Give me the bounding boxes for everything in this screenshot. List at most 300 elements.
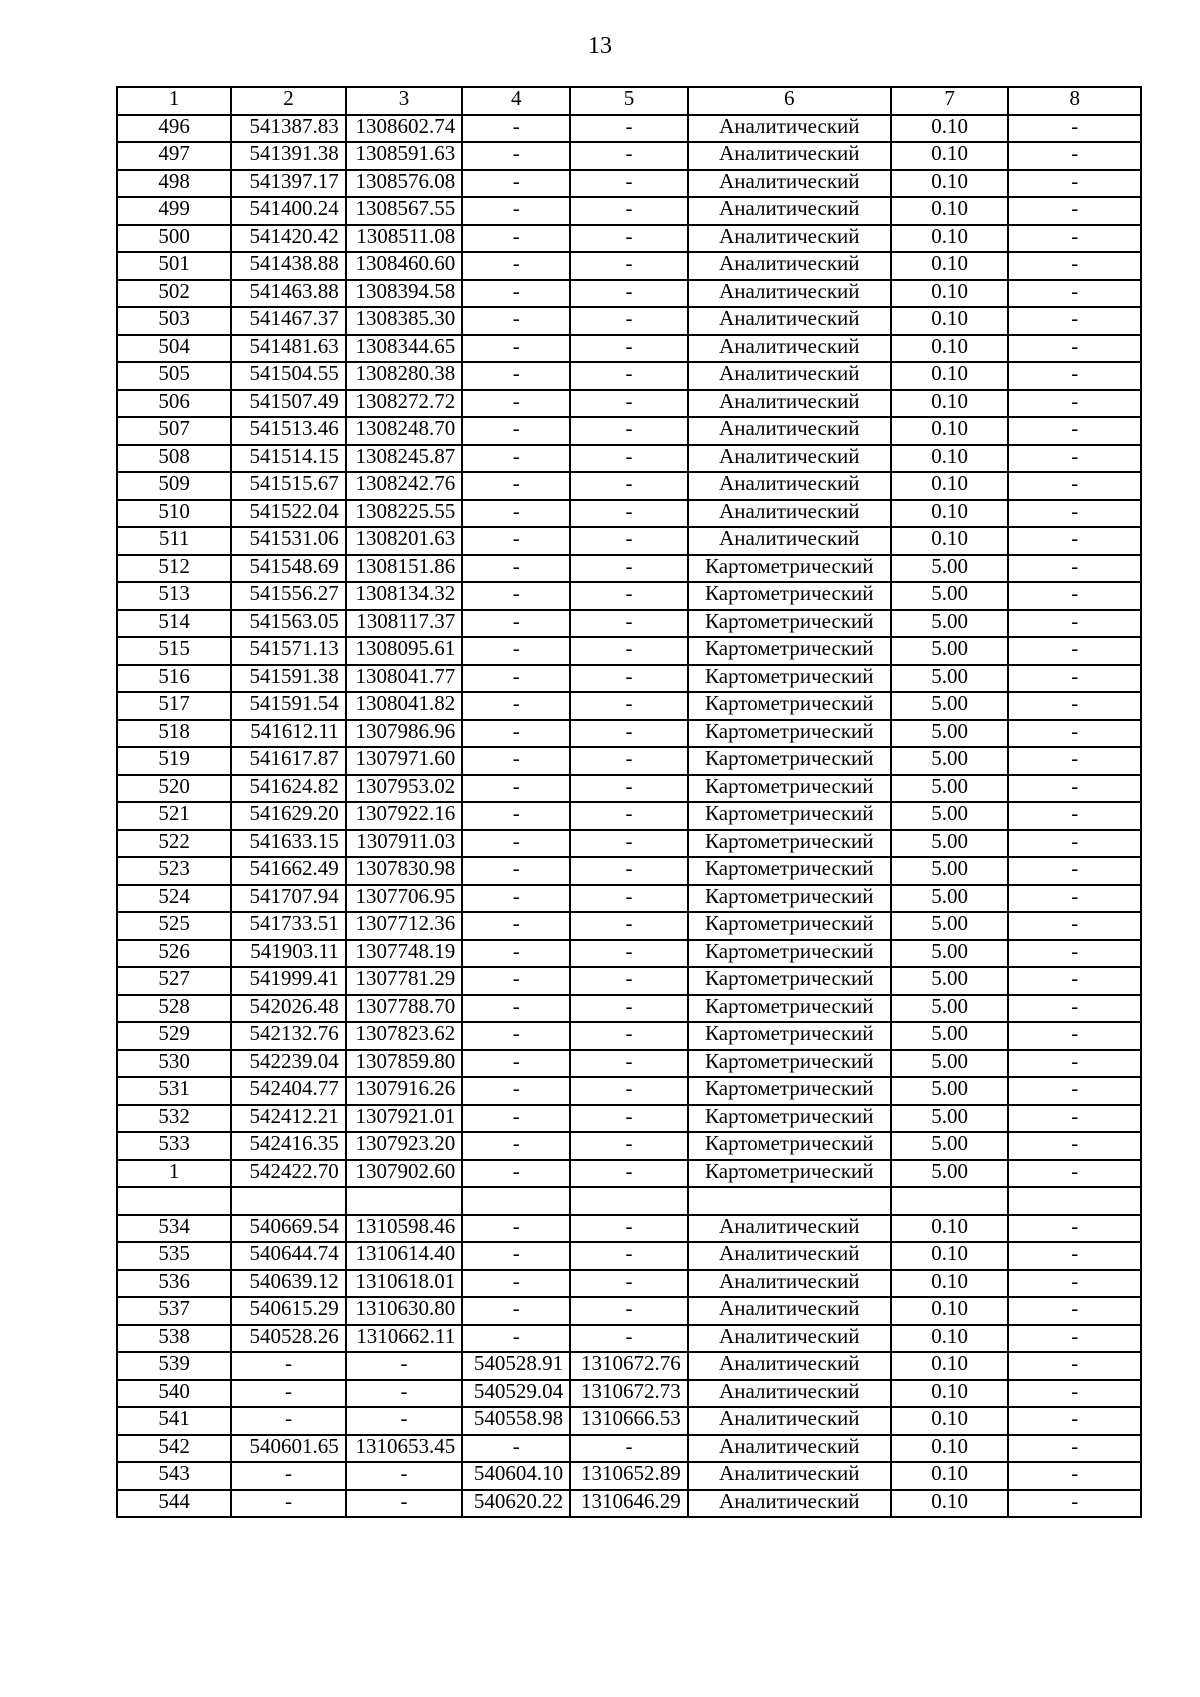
- table-cell-col7: 5.00: [891, 1050, 1009, 1078]
- table-cell-col7: 0.10: [891, 1435, 1009, 1463]
- table-cell-col7: 0.10: [891, 362, 1009, 390]
- table-cell-col6: Картометрический: [688, 912, 891, 940]
- table-cell-col7: 5.00: [891, 802, 1009, 830]
- table-cell-col6: Картометрический: [688, 1077, 891, 1105]
- table-cell-col7: 5.00: [891, 1077, 1009, 1105]
- table-row: [117, 967, 1141, 995]
- table-cell-col5: -: [570, 775, 688, 803]
- table-cell-col2: 541504.55: [231, 362, 345, 390]
- table-cell-col3: 1307748.19: [346, 940, 463, 968]
- table-cell-col6: Аналитический: [688, 225, 891, 253]
- table-cell-col5: -: [570, 1325, 688, 1353]
- table-cell-col5: 1310646.29: [570, 1490, 688, 1518]
- table-row: [117, 500, 1141, 528]
- table-cell-col6: Картометрический: [688, 582, 891, 610]
- table-cell-col4: -: [462, 720, 570, 748]
- table-cell-col3: 1307923.20: [346, 1132, 463, 1160]
- table-row: [117, 417, 1141, 445]
- table-cell-col5: -: [570, 692, 688, 720]
- table-cell-col5: -: [570, 1132, 688, 1160]
- table-cell-col1: 498: [117, 170, 231, 198]
- table-cell-col6: Аналитический: [688, 1380, 891, 1408]
- table-cell-col5: -: [570, 1270, 688, 1298]
- table-cell-col8: -: [1008, 115, 1141, 143]
- table-cell-col7: 0.10: [891, 1242, 1009, 1270]
- table-cell-col1: 520: [117, 775, 231, 803]
- table-cell-col4: -: [462, 1242, 570, 1270]
- table-cell-col4: -: [462, 225, 570, 253]
- table-cell-col6: Картометрический: [688, 1050, 891, 1078]
- table-cell-col5: 1310672.76: [570, 1352, 688, 1380]
- table-cell-col5: -: [570, 857, 688, 885]
- table-cell-col2: 541548.69: [231, 555, 345, 583]
- table-cell-col5: -: [570, 885, 688, 913]
- table-cell-col7: 0.10: [891, 115, 1009, 143]
- table-cell-col5: -: [570, 1242, 688, 1270]
- table-row: [117, 1325, 1141, 1353]
- table-row: [117, 142, 1141, 170]
- table-cell-col8: -: [1008, 1297, 1141, 1325]
- table-row: [117, 582, 1141, 610]
- table-cell-col2: 540615.29: [231, 1297, 345, 1325]
- table-cell-col1: 538: [117, 1325, 231, 1353]
- table-cell-col6: Аналитический: [688, 500, 891, 528]
- table-row: [117, 802, 1141, 830]
- table-cell-col2: 542412.21: [231, 1105, 345, 1133]
- page-number: 13: [588, 33, 612, 59]
- table-row: [117, 692, 1141, 720]
- table-cell-col8: -: [1008, 857, 1141, 885]
- table-cell-col8: -: [1008, 1380, 1141, 1408]
- table-cell-col4: -: [462, 885, 570, 913]
- table-cell-col3: 1307911.03: [346, 830, 463, 858]
- table-cell-col1: 530: [117, 1050, 231, 1078]
- table-cell-col3: 1308248.70: [346, 417, 463, 445]
- table-cell-col4: -: [462, 252, 570, 280]
- table-cell-col7: 0.10: [891, 1325, 1009, 1353]
- table-cell-col7: [891, 1187, 1009, 1215]
- table-cell-col8: -: [1008, 692, 1141, 720]
- table-cell-col8: -: [1008, 390, 1141, 418]
- table-cell-col8: -: [1008, 1105, 1141, 1133]
- column-header-6: 6: [688, 87, 891, 115]
- table-cell-col2: 542239.04: [231, 1050, 345, 1078]
- table-cell-col1: 540: [117, 1380, 231, 1408]
- table-cell-col1: 528: [117, 995, 231, 1023]
- table-cell-col7: 5.00: [891, 940, 1009, 968]
- table-cell-col2: 542422.70: [231, 1160, 345, 1188]
- table-cell-col1: 496: [117, 115, 231, 143]
- table-cell-col5: -: [570, 1160, 688, 1188]
- table-row: [117, 665, 1141, 693]
- table-cell-col2: 542416.35: [231, 1132, 345, 1160]
- table-row: [117, 912, 1141, 940]
- table-cell-col6: Аналитический: [688, 390, 891, 418]
- table-cell-col6: Картометрический: [688, 940, 891, 968]
- table-cell-col4: -: [462, 280, 570, 308]
- table-cell-col5: -: [570, 802, 688, 830]
- table-row: [117, 225, 1141, 253]
- table-row: [117, 1160, 1141, 1188]
- table-cell-col3: 1310598.46: [346, 1215, 463, 1243]
- table-cell-col5: -: [570, 252, 688, 280]
- table-cell-col1: 542: [117, 1435, 231, 1463]
- table-cell-col5: 1310672.73: [570, 1380, 688, 1408]
- column-header-5: 5: [570, 87, 688, 115]
- table-cell-col3: 1310662.11: [346, 1325, 463, 1353]
- table-cell-col2: 541522.04: [231, 500, 345, 528]
- table-cell-col2: 540639.12: [231, 1270, 345, 1298]
- table-cell-col3: 1308394.58: [346, 280, 463, 308]
- table-cell-col5: -: [570, 280, 688, 308]
- table-cell-col6: Аналитический: [688, 417, 891, 445]
- table-cell-col1: 527: [117, 967, 231, 995]
- table-cell-col1: 511: [117, 527, 231, 555]
- table-cell-col7: 5.00: [891, 912, 1009, 940]
- table-cell-col1: 517: [117, 692, 231, 720]
- table-cell-col4: -: [462, 1215, 570, 1243]
- table-cell-col4: -: [462, 142, 570, 170]
- table-cell-col1: 529: [117, 1022, 231, 1050]
- table-cell-col6: Аналитический: [688, 1325, 891, 1353]
- table-cell-col8: -: [1008, 142, 1141, 170]
- table-cell-col8: -: [1008, 747, 1141, 775]
- table-cell-col6: Картометрический: [688, 637, 891, 665]
- table-cell-col7: 0.10: [891, 1215, 1009, 1243]
- table-cell-col3: -: [346, 1490, 463, 1518]
- table-cell-col5: -: [570, 1297, 688, 1325]
- table-cell-col8: -: [1008, 252, 1141, 280]
- table-row: [117, 362, 1141, 390]
- table-cell-col3: 1307788.70: [346, 995, 463, 1023]
- table-cell-col1: 501: [117, 252, 231, 280]
- table-cell-col5: -: [570, 472, 688, 500]
- table-cell-col2: 541629.20: [231, 802, 345, 830]
- table-cell-col5: -: [570, 967, 688, 995]
- table-cell-col2: 541556.27: [231, 582, 345, 610]
- table-cell-col3: -: [346, 1462, 463, 1490]
- table-cell-col4: -: [462, 665, 570, 693]
- table-cell-col5: -: [570, 1215, 688, 1243]
- table-cell-col8: -: [1008, 1490, 1141, 1518]
- table-cell-col1: 533: [117, 1132, 231, 1160]
- table-cell-col4: -: [462, 802, 570, 830]
- table-cell-col6: Аналитический: [688, 142, 891, 170]
- table-cell-col2: 541515.67: [231, 472, 345, 500]
- table-cell-col8: -: [1008, 1407, 1141, 1435]
- column-header-4: 4: [462, 87, 570, 115]
- table-cell-col3: 1308041.82: [346, 692, 463, 720]
- table-cell-col1: 497: [117, 142, 231, 170]
- table-cell-col5: -: [570, 362, 688, 390]
- table-cell-col6: Аналитический: [688, 1490, 891, 1518]
- table-cell-col7: 5.00: [891, 1022, 1009, 1050]
- table-cell-col4: -: [462, 417, 570, 445]
- table-cell-col8: -: [1008, 225, 1141, 253]
- table-cell-col2: 541513.46: [231, 417, 345, 445]
- table-cell-col3: 1307859.80: [346, 1050, 463, 1078]
- table-cell-col6: Картометрический: [688, 830, 891, 858]
- table-row: [117, 307, 1141, 335]
- table-cell-col7: 5.00: [891, 582, 1009, 610]
- table-cell-col1: 539: [117, 1352, 231, 1380]
- table-cell-col7: 5.00: [891, 720, 1009, 748]
- table-cell-col3: 1310653.45: [346, 1435, 463, 1463]
- table-cell-col3: 1307712.36: [346, 912, 463, 940]
- table-cell-col8: -: [1008, 1132, 1141, 1160]
- table-cell-col5: -: [570, 1050, 688, 1078]
- table-cell-col6: Картометрический: [688, 1105, 891, 1133]
- table-cell-col1: 505: [117, 362, 231, 390]
- table-cell-col8: -: [1008, 335, 1141, 363]
- table-cell-col6: Аналитический: [688, 1462, 891, 1490]
- table-cell-col7: 5.00: [891, 1132, 1009, 1160]
- table-cell-col5: -: [570, 225, 688, 253]
- table-cell-col1: 506: [117, 390, 231, 418]
- table-cell-col7: 0.10: [891, 500, 1009, 528]
- table-cell-col1: 509: [117, 472, 231, 500]
- column-header-1: 1: [117, 87, 231, 115]
- table-cell-col4: -: [462, 1077, 570, 1105]
- table-cell-col3: 1307971.60: [346, 747, 463, 775]
- table-row: [117, 1462, 1141, 1490]
- table-cell-col4: -: [462, 747, 570, 775]
- table-cell-col3: 1307953.02: [346, 775, 463, 803]
- table-row: [117, 1022, 1141, 1050]
- table-cell-col8: -: [1008, 775, 1141, 803]
- table-cell-col5: -: [570, 307, 688, 335]
- table-cell-col2: 541438.88: [231, 252, 345, 280]
- table-cell-col3: 1308591.63: [346, 142, 463, 170]
- table-cell-col7: 0.10: [891, 390, 1009, 418]
- table-cell-col8: -: [1008, 967, 1141, 995]
- table-cell-col6: Картометрический: [688, 1132, 891, 1160]
- table-cell-col6: Аналитический: [688, 1242, 891, 1270]
- table-cell-col2: 541612.11: [231, 720, 345, 748]
- table-cell-col4: 540620.22: [462, 1490, 570, 1518]
- table-cell-col7: 0.10: [891, 1380, 1009, 1408]
- table-cell-col8: -: [1008, 1160, 1141, 1188]
- table-cell-col4: -: [462, 1325, 570, 1353]
- table-cell-col7: 0.10: [891, 225, 1009, 253]
- table-cell-col1: 518: [117, 720, 231, 748]
- table-cell-col4: -: [462, 527, 570, 555]
- table-cell-col2: -: [231, 1462, 345, 1490]
- table-cell-col1: 534: [117, 1215, 231, 1243]
- table-cell-col3: 1308460.60: [346, 252, 463, 280]
- table-cell-col6: Аналитический: [688, 1435, 891, 1463]
- table-cell-col1: 526: [117, 940, 231, 968]
- table-row: [117, 1132, 1141, 1160]
- table-cell-col2: 541617.87: [231, 747, 345, 775]
- table-cell-col7: 0.10: [891, 307, 1009, 335]
- table-cell-col7: 5.00: [891, 555, 1009, 583]
- table-cell-col3: 1307706.95: [346, 885, 463, 913]
- table-row: [117, 170, 1141, 198]
- table-row: [117, 1297, 1141, 1325]
- table-cell-col6: Картометрический: [688, 665, 891, 693]
- table-cell-col2: 541591.54: [231, 692, 345, 720]
- table-cell-col2: 541571.13: [231, 637, 345, 665]
- table-cell-col4: -: [462, 1050, 570, 1078]
- table-row: [117, 1490, 1141, 1518]
- table-cell-col3: 1310614.40: [346, 1242, 463, 1270]
- column-header-8: 8: [1008, 87, 1141, 115]
- table-cell-col5: -: [570, 170, 688, 198]
- table-cell-col1: 524: [117, 885, 231, 913]
- table-cell-col1: 523: [117, 857, 231, 885]
- table-cell-col4: -: [462, 857, 570, 885]
- table-row: [117, 1242, 1141, 1270]
- table-cell-col8: -: [1008, 1215, 1141, 1243]
- table-cell-col4: -: [462, 362, 570, 390]
- table-cell-col3: 1308385.30: [346, 307, 463, 335]
- table-cell-col2: [231, 1187, 345, 1215]
- table-cell-col2: 541467.37: [231, 307, 345, 335]
- table-cell-col1: 525: [117, 912, 231, 940]
- table-cell-col4: [462, 1187, 570, 1215]
- column-header-3: 3: [346, 87, 463, 115]
- table-cell-col7: 5.00: [891, 857, 1009, 885]
- table-cell-col7: 5.00: [891, 610, 1009, 638]
- table-cell-col6: Аналитический: [688, 197, 891, 225]
- table-cell-col3: -: [346, 1352, 463, 1380]
- table-cell-col8: -: [1008, 802, 1141, 830]
- table-row: [117, 555, 1141, 583]
- table-cell-col6: Аналитический: [688, 1270, 891, 1298]
- table-row: [117, 197, 1141, 225]
- table-row: [117, 610, 1141, 638]
- table-cell-col6: Аналитический: [688, 472, 891, 500]
- table-cell-col1: 543: [117, 1462, 231, 1490]
- table-row: [117, 720, 1141, 748]
- table-cell-col1: 508: [117, 445, 231, 473]
- table-cell-col7: 5.00: [891, 747, 1009, 775]
- table-cell-col2: 541531.06: [231, 527, 345, 555]
- table-cell-col1: 510: [117, 500, 231, 528]
- table-cell-col8: -: [1008, 1435, 1141, 1463]
- table-cell-col7: 0.10: [891, 1462, 1009, 1490]
- table-cell-col5: -: [570, 142, 688, 170]
- table-row: [117, 995, 1141, 1023]
- table-cell-col1: 522: [117, 830, 231, 858]
- table-cell-col2: -: [231, 1407, 345, 1435]
- table-cell-col5: -: [570, 665, 688, 693]
- table-cell-col6: Картометрический: [688, 692, 891, 720]
- table-cell-col2: 541387.83: [231, 115, 345, 143]
- table-cell-col2: 541463.88: [231, 280, 345, 308]
- table-cell-col7: 0.10: [891, 445, 1009, 473]
- table-cell-col8: -: [1008, 885, 1141, 913]
- table-cell-col2: 541514.15: [231, 445, 345, 473]
- table-cell-col4: -: [462, 170, 570, 198]
- table-row: [117, 1352, 1141, 1380]
- table-cell-col8: -: [1008, 197, 1141, 225]
- table-cell-col4: -: [462, 1270, 570, 1298]
- table-cell-col6: Аналитический: [688, 1297, 891, 1325]
- table-cell-col5: -: [570, 610, 688, 638]
- table-cell-col2: 541563.05: [231, 610, 345, 638]
- table-cell-col5: -: [570, 940, 688, 968]
- table-cell-col5: -: [570, 830, 688, 858]
- table-cell-col7: 0.10: [891, 142, 1009, 170]
- table-cell-col5: -: [570, 582, 688, 610]
- table-cell-col7: 5.00: [891, 995, 1009, 1023]
- table-cell-col1: 536: [117, 1270, 231, 1298]
- table-cell-col2: -: [231, 1352, 345, 1380]
- table-cell-col8: -: [1008, 582, 1141, 610]
- table-cell-col2: 542404.77: [231, 1077, 345, 1105]
- table-row: [117, 940, 1141, 968]
- table-cell-col7: 5.00: [891, 830, 1009, 858]
- table-cell-col6: Картометрический: [688, 610, 891, 638]
- table-cell-col7: 0.10: [891, 472, 1009, 500]
- table-cell-col8: -: [1008, 417, 1141, 445]
- table-cell-col8: -: [1008, 995, 1141, 1023]
- table-cell-col4: 540529.04: [462, 1380, 570, 1408]
- table-cell-col4: -: [462, 1132, 570, 1160]
- table-row: [117, 1077, 1141, 1105]
- table-cell-col7: 0.10: [891, 197, 1009, 225]
- table-cell-col7: 0.10: [891, 1270, 1009, 1298]
- table-cell-col4: -: [462, 1160, 570, 1188]
- table-cell-col7: 0.10: [891, 1352, 1009, 1380]
- table-cell-col4: -: [462, 335, 570, 363]
- table-cell-col6: Картометрический: [688, 747, 891, 775]
- table-cell-col5: -: [570, 555, 688, 583]
- table-cell-col3: 1308117.37: [346, 610, 463, 638]
- table-cell-col1: 535: [117, 1242, 231, 1270]
- table-cell-col2: -: [231, 1490, 345, 1518]
- table-cell-col1: 1: [117, 1160, 231, 1188]
- table-row: [117, 1105, 1141, 1133]
- table-cell-col7: 5.00: [891, 1105, 1009, 1133]
- table-cell-col8: -: [1008, 1022, 1141, 1050]
- table-cell-col3: 1308576.08: [346, 170, 463, 198]
- table-cell-col7: 0.10: [891, 252, 1009, 280]
- table-cell-col8: -: [1008, 362, 1141, 390]
- table-cell-col2: 541400.24: [231, 197, 345, 225]
- table-cell-col6: Картометрический: [688, 555, 891, 583]
- table-cell-col1: 541: [117, 1407, 231, 1435]
- table-cell-col3: 1308134.32: [346, 582, 463, 610]
- table-cell-col2: 540644.74: [231, 1242, 345, 1270]
- table-cell-col1: 532: [117, 1105, 231, 1133]
- table-cell-col4: -: [462, 637, 570, 665]
- table-cell-col8: -: [1008, 555, 1141, 583]
- table-cell-col7: 5.00: [891, 692, 1009, 720]
- table-cell-col6: Картометрический: [688, 995, 891, 1023]
- table-cell-col5: -: [570, 637, 688, 665]
- table-cell-col6: Картометрический: [688, 967, 891, 995]
- table-cell-col4: -: [462, 995, 570, 1023]
- table-cell-col1: 503: [117, 307, 231, 335]
- table-cell-col8: -: [1008, 1050, 1141, 1078]
- table-cell-col7: 5.00: [891, 637, 1009, 665]
- table-cell-col6: Аналитический: [688, 1352, 891, 1380]
- table-cell-col5: -: [570, 912, 688, 940]
- table-cell-col5: 1310666.53: [570, 1407, 688, 1435]
- table-cell-col8: -: [1008, 1352, 1141, 1380]
- table-cell-col2: 541420.42: [231, 225, 345, 253]
- table-cell-col2: 541507.49: [231, 390, 345, 418]
- table-cell-col8: [1008, 1187, 1141, 1215]
- table-cell-col7: 0.10: [891, 417, 1009, 445]
- table-cell-col4: -: [462, 1022, 570, 1050]
- table-cell-col2: 541481.63: [231, 335, 345, 363]
- table-cell-col1: 500: [117, 225, 231, 253]
- table-cell-col6: [688, 1187, 891, 1215]
